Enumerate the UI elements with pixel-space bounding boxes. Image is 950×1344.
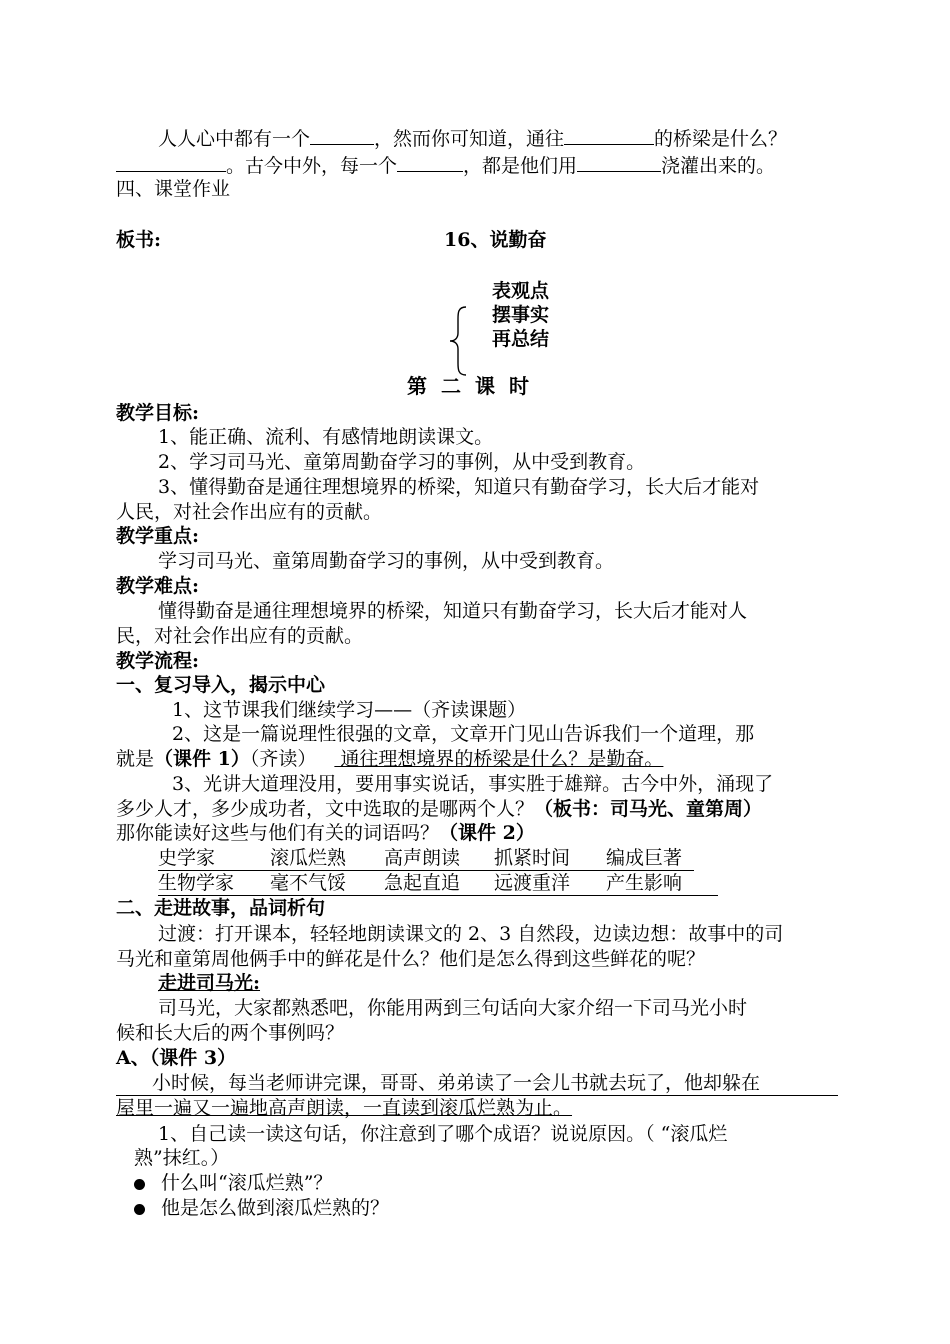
vocab-word: 编成巨著	[606, 847, 683, 869]
step-line	[116, 797, 762, 821]
vocab-word: 史学家	[158, 847, 216, 869]
answer-blank	[116, 153, 226, 172]
bullet-item	[134, 1171, 332, 1195]
courseware-label: A、（课件 3）	[116, 1047, 237, 1069]
quote-line	[116, 1071, 838, 1096]
board-note: （板书：司马光、童第周）	[534, 798, 763, 820]
board-item: 摆事实	[492, 304, 550, 326]
subsection-heading: 走进司马光:	[158, 972, 261, 994]
answer-blank	[397, 153, 463, 172]
bullet-text: 他是怎么做到滚瓜烂熟的？	[161, 1197, 390, 1219]
difficulty-text: 懂得勤奋是通往理想境界的桥梁，知道只有勤奋学习，长大后才能对人	[158, 600, 748, 622]
key-sentence: 通往理想境界的桥梁是什么？是勤奋。	[334, 748, 664, 770]
goal-item: 3、懂得勤奋是通往理想境界的桥梁，知道只有勤奋学习，长大后才能对	[158, 476, 760, 498]
vocab-word: 产生影响	[606, 872, 683, 894]
vocab-word: 高声朗读	[384, 847, 461, 869]
goals-heading: 教学目标:	[116, 402, 200, 424]
quote-text: 小时候，每当老师讲完课，哥哥、弟弟读了一会儿书就去玩了，他却躲在	[152, 1072, 761, 1094]
question-text: 1、自己读一读这句话，你注意到了哪个成语？说说原因。（ “滚瓜烂	[158, 1123, 728, 1145]
board-label: 板书:	[116, 229, 162, 251]
goal-item: 人民，对社会作出应有的贡献。	[116, 501, 383, 523]
process-heading: 教学流程:	[116, 650, 200, 672]
question-text: 熟”抹红。）	[134, 1147, 230, 1169]
step-text: 1、这节课我们继续学习——（齐读课题）	[172, 699, 527, 721]
difficulty-text: 民，对社会作出应有的贡献。	[116, 625, 364, 647]
section-1-heading: 一、复习导入，揭示中心	[116, 674, 326, 696]
intro-text: 人人心中都有一个	[158, 128, 311, 150]
intro-text: ，然而你可知道，通往	[374, 128, 565, 150]
lesson-title: 第二课时	[407, 374, 543, 398]
vocab-word: 生物学家	[158, 872, 235, 894]
paragraph-text: 候和长大后的两个事例吗？	[116, 1022, 345, 1044]
bullet-icon	[134, 1179, 145, 1190]
bullet-item	[134, 1196, 389, 1220]
goal-item: 1、能正确、流利、有感情地朗读课文。	[158, 426, 494, 448]
key-point-heading: 教学重点:	[116, 525, 200, 547]
intro-line-2	[116, 153, 775, 178]
step-text: 2、这是一篇说理性很强的文章，文章开门见山告诉我们一个道理，那	[172, 723, 755, 745]
step-text: （齐读）	[249, 748, 317, 770]
vocab-row	[158, 871, 718, 896]
step-text: 那你能读好这些与他们有关的词语吗？	[116, 822, 440, 844]
vocab-word: 毫不气馁	[270, 872, 347, 894]
transition-text: 过渡：打开课本，轻轻地朗读课文的 2、3 自然段，边读边想：故事中的司	[158, 923, 784, 945]
courseware-tag: （课件 2）	[439, 822, 535, 844]
step-text: 3、光讲大道理没用，要用事实说话，事实胜于雄辩。古今中外，涌现了	[172, 773, 774, 795]
step-text: 就是	[116, 748, 155, 770]
bullet-icon	[134, 1204, 145, 1215]
homework-heading: 四、课堂作业	[116, 178, 231, 200]
board-title: 16、说勤奋	[444, 229, 547, 251]
step-line	[116, 821, 535, 845]
vocab-row	[158, 846, 694, 871]
paragraph-text: 司马光，大家都熟悉吧，你能用两到三句话向大家介绍一下司马光小时	[158, 997, 748, 1019]
vocab-word: 滚瓜烂熟	[270, 847, 347, 869]
transition-text: 马光和童第周他俩手中的鲜花是什么？他们是怎么得到这些鲜花的呢？	[116, 948, 706, 970]
answer-blank	[310, 126, 374, 145]
difficulty-heading: 教学难点:	[116, 575, 200, 597]
brace-icon	[448, 305, 468, 377]
step-line	[116, 747, 663, 771]
quote-text: 屋里一遍又一遍地高声朗读，一直读到滚瓜烂熟为止。	[116, 1097, 573, 1119]
key-point-text: 学习司马光、童第周勤奋学习的事例，从中受到教育。	[158, 550, 615, 572]
answer-blank	[577, 153, 661, 172]
board-item: 再总结	[492, 328, 550, 350]
bullet-text: 什么叫“滚瓜烂熟”？	[161, 1172, 333, 1194]
answer-blank	[564, 126, 654, 145]
vocab-word: 远渡重洋	[494, 872, 571, 894]
board-item: 表观点	[492, 280, 550, 302]
courseware-tag: （课件 1）	[154, 748, 250, 770]
vocab-word: 抓紧时间	[494, 847, 571, 869]
intro-text: 。古今中外，每一个	[226, 155, 398, 177]
intro-text: 的桥梁是什么？	[654, 128, 788, 150]
vocab-word: 急起直追	[384, 872, 461, 894]
intro-line-1	[158, 126, 787, 151]
step-text: 多少人才，多少成功者，文中选取的是哪两个人？	[116, 798, 535, 820]
section-2-heading: 二、走进故事，品词析句	[116, 897, 326, 919]
goal-item: 2、学习司马光、童第周勤奋学习的事例，从中受到教育。	[158, 451, 646, 473]
intro-text: ，都是他们用	[463, 155, 578, 177]
intro-text: 浇灌出来的。	[661, 155, 776, 177]
